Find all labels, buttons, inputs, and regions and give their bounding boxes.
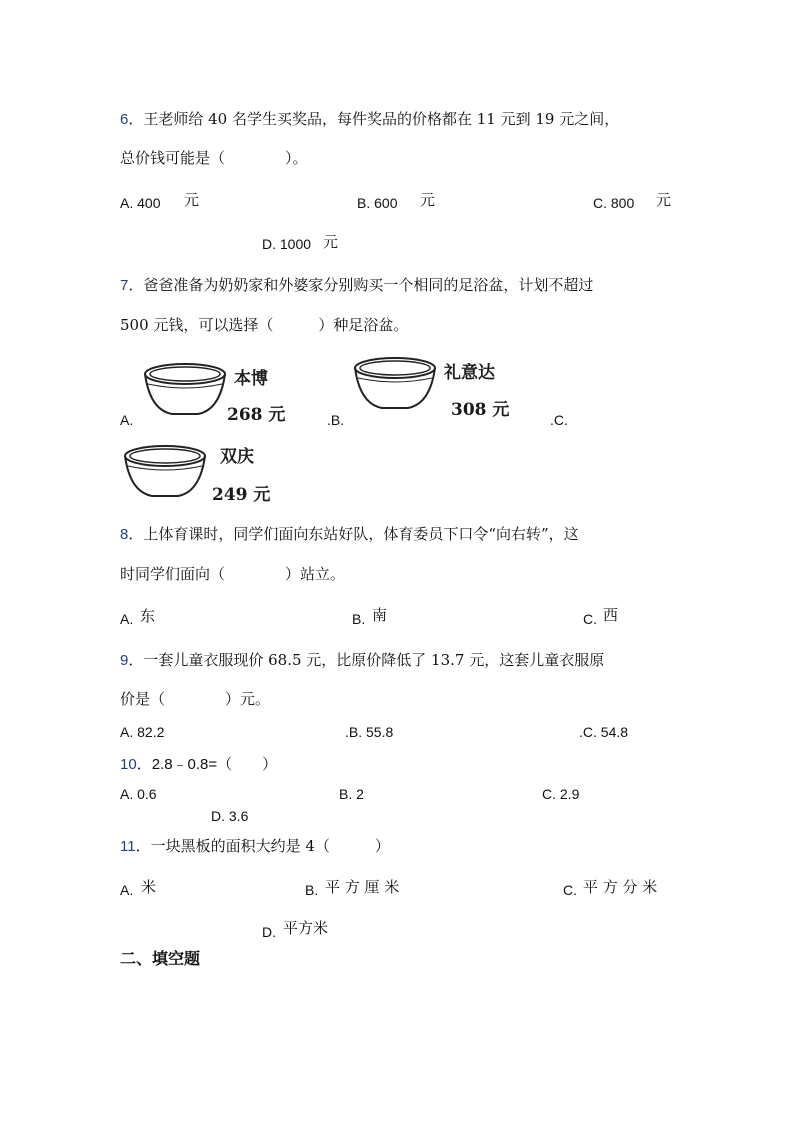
option-b: .B.: [327, 412, 345, 428]
option-b-unit: 元: [420, 191, 436, 209]
question-8-line1: [120, 524, 579, 545]
option-a-value: 东: [140, 607, 156, 625]
option-b-value: 平 方 厘 米: [325, 878, 400, 896]
question-7-line1: [120, 275, 593, 296]
question-6-line1: [120, 109, 619, 130]
option-a: A.: [120, 412, 134, 428]
foot-bath-bowl-icon: [142, 362, 228, 418]
question-text: ．王老师给 40 名学生买奖品，每件奖品的价格都在 11 元到 19 元之间，: [128, 110, 620, 128]
section-title: 二、填空题: [120, 949, 201, 968]
option-b: B. 600: [357, 195, 398, 211]
question-text: ．一块黑板的面积大约是 4（ ）: [135, 837, 390, 855]
option-b: .B. 55.8: [345, 724, 394, 740]
option-c: C. 800: [593, 195, 635, 211]
option-c-unit: 元: [656, 191, 672, 209]
question-8-line2: 时同学们面向（ ）站立。: [120, 565, 346, 583]
option-c: C. 2.9: [542, 786, 580, 802]
brand-price: 308 元: [451, 400, 510, 420]
question-number: 10: [120, 756, 137, 773]
question-number: 7: [120, 277, 129, 294]
option-b: B.: [305, 882, 319, 898]
option-d-unit: 元: [323, 233, 339, 251]
option-c: C.: [563, 882, 577, 898]
option-a-unit: 元: [184, 191, 200, 209]
question-number: 11: [120, 838, 136, 855]
option-d: D. 1000: [262, 236, 312, 252]
foot-bath-bowl-icon: [352, 356, 438, 412]
option-a: A. 400: [120, 195, 161, 211]
option-c: .C. 54.8: [579, 724, 629, 740]
option-a-value: 米: [141, 878, 157, 896]
option-d-value: 平方米: [283, 919, 329, 937]
question-number: 9: [120, 652, 129, 669]
question-10-line1: [120, 754, 277, 775]
option-d: D. 3.6: [211, 808, 249, 824]
option-b-value: 南: [372, 606, 388, 624]
brand-price: 249 元: [212, 485, 271, 505]
option-b: B. 2: [339, 786, 364, 802]
question-text: ．上体育课时，同学们面向东站好队，体育委员下口令“向右转”，这: [128, 525, 579, 543]
question-text: ．2.8﹣0.8=（ ）: [136, 756, 278, 773]
question-text: ．爸爸准备为奶奶家和外婆家分别购买一个相同的足浴盆，计划不超过: [128, 276, 594, 294]
question-7-line2: 500 元钱，可以选择（ ）种足浴盆。: [120, 316, 409, 334]
question-9-line1: [120, 650, 604, 671]
option-c: C.: [583, 611, 597, 627]
option-a: A.: [120, 611, 134, 627]
option-c-value: 西: [603, 606, 619, 624]
option-c-value: 平 方 分 米: [583, 878, 658, 896]
brand-name: 本博: [234, 369, 268, 389]
option-b: B.: [352, 611, 366, 627]
question-11-line1: [120, 836, 390, 857]
option-a: A.: [120, 882, 134, 898]
foot-bath-bowl-icon: [122, 444, 208, 500]
brand-name: 双庆: [220, 447, 254, 467]
option-c: .C.: [550, 412, 568, 428]
question-number: 8: [120, 526, 129, 543]
question-6-line2: 总价钱可能是（ ）。: [120, 149, 308, 167]
question-text: ．一套儿童衣服现价 68.5 元，比原价降低了 13.7 元，这套儿童衣服原: [128, 651, 605, 669]
question-number: 6: [120, 111, 129, 128]
option-a: A. 0.6: [120, 786, 157, 802]
brand-price: 268 元: [227, 405, 286, 425]
question-9-line2: 价是（ ）元。: [120, 690, 271, 708]
option-a: A. 82.2: [120, 724, 165, 740]
brand-name: 礼意达: [444, 363, 495, 383]
option-d: D.: [262, 924, 276, 940]
